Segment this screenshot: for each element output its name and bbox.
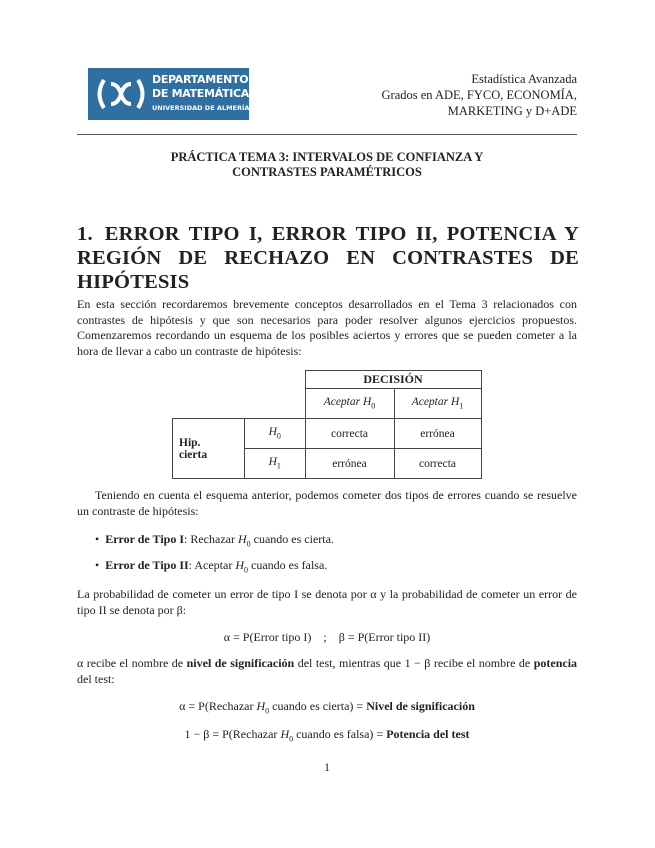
cell-h1-accept-h0: errónea [305,449,394,479]
errors-paragraph: Teniendo en cuenta el esquema anterior, podemos cometer dos tipos de errores cuando se resuelve un contraste de hipótesis: [77,488,577,518]
term-power: potencia [533,656,578,670]
power-equation: 1 − β = P(Rechazar $H_0$ cuando es falsa) = Potencia del test [184,727,470,744]
header-course-info [382,71,577,119]
department-logo [88,68,257,120]
row-header-hyp-true: Hip. cierta [173,419,245,479]
header-rule [77,134,577,135]
col-header-accept-h1: Aceptar $H_1$ [394,389,481,419]
significance-equation: α = P(Rechazar $H_0$ cuando es cierta) = Nivel de significación [179,699,475,716]
intro-paragraph: En esta sección recordaremos brevemente conceptos desarrollados en el Tema 3 relacionados con contrastes de hipótesis y que son necesarios para poder resolver algunos ejercicios propuestos. Comenzaremos recordando un esquema de los posibles aciertos y errores que se pueden cometer a la hora de llevar a cabo un contraste de hipótesis: [77,297,577,358]
probability-paragraph: La probabilidad de cometer un error de tipo I se denota por α y la probabilidad de cometer un error de tipo II se denota por β: [77,587,577,617]
bullet-dot: • [95,558,100,572]
practice-subtitle [77,150,577,180]
section-heading [77,222,579,294]
chi-symbol-icon [94,78,148,110]
significance-paragraph: α recibe el nombre de nivel de significación del test, mientras que 1 − β recibe el nombre de potencia del test: [77,656,578,686]
col-header-accept-h0: Aceptar $H_0$ [305,389,394,419]
cell-h0-accept-h1: errónea [394,419,481,449]
logo-line-3: UNIVERSIDAD DE ALMERÍA [152,104,250,112]
term-significance-level: nivel de significación [186,656,295,670]
row-label-h1: $H_1$ [245,449,306,479]
bullet-2-term: Error de Tipo II [105,558,189,572]
alpha-beta-equation: α = P(Error tipo I) ; β = P(Error tipo II) [223,630,431,644]
logo-line-2: DE MATEMÁTICAS [152,87,257,100]
bullet-1-term: Error de Tipo I [105,532,184,546]
bullet-type-ii: • Error de Tipo II: Aceptar $H_0$ cuando es falsa. [95,558,328,575]
cell-h0-accept-h0: correcta [305,419,394,449]
logo-line-1: DEPARTAMENTO [152,73,249,86]
degrees-line-1: Grados en ADE, FYCO, ECONOMÍA, [381,88,577,102]
bullet-type-i: • Error de Tipo I: Rechazar $H_0$ cuando es cierta. [95,532,334,549]
section-title: ERROR TIPO I, ERROR TIPO II, POTENCIA Y REGIÓN DE RECHAZO EN CONTRASTES DE HIPÓTESIS [77,223,579,293]
subtitle-line-2: CONTRASTES PARAMÉTRICOS [232,165,422,179]
decision-table [172,370,482,479]
bullet-dot: • [95,532,100,546]
subtitle-line-1: PRÁCTICA TEMA 3: INTERVALOS DE CONFIANZA Y [170,150,484,164]
degrees-line-2: MARKETING y D+ADE [447,104,577,118]
page-number: 1 [324,760,330,774]
course-name: Estadística Avanzada [471,72,577,86]
cell-h1-accept-h1: correcta [394,449,481,479]
section-number: 1. [77,223,93,245]
decision-header: DECISIÓN [305,371,481,389]
row-label-h0: $H_0$ [245,419,306,449]
